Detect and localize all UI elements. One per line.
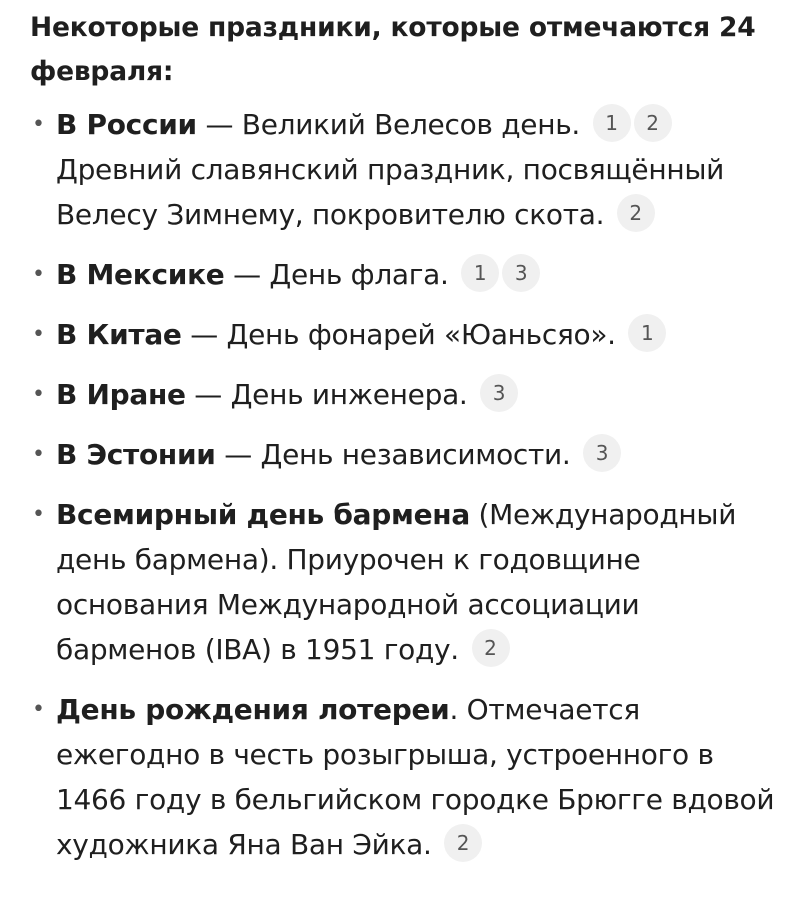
item-text: — Великий Велесов день. <box>196 108 589 141</box>
citation-badge[interactable]: 1 <box>593 104 631 142</box>
item-text: — День флага. <box>224 258 458 291</box>
item-title: В Китае <box>56 318 182 351</box>
answer-heading: Некоторые праздники, которые отмечаются 24 февраля: <box>30 12 756 87</box>
citation-badge[interactable]: 3 <box>480 374 518 412</box>
bullet-icon: • <box>32 262 45 287</box>
citation-badge[interactable]: 2 <box>472 629 510 667</box>
item-title: В Эстонии <box>56 438 216 471</box>
item-text: . Отмечается ежегодно в честь розыгрыша, устроенного в 1466 году в бельгийском городке Брюгге вдовой художника Яна Ван Эйка. <box>56 693 775 861</box>
citation-badge[interactable]: 2 <box>634 104 672 142</box>
bullet-icon: • <box>32 112 45 137</box>
item-title: День рождения лотереи <box>56 693 450 726</box>
bullet-icon: • <box>32 382 45 407</box>
list-item-bartender-day <box>30 492 776 672</box>
citation-badge[interactable]: 3 <box>583 434 621 472</box>
list-item-russia <box>30 102 776 237</box>
bullet-icon: • <box>32 697 45 722</box>
list-item-lottery-day <box>30 687 776 867</box>
citation-badge[interactable]: 2 <box>617 194 655 232</box>
citation-badge[interactable]: 1 <box>628 314 666 352</box>
bullet-icon: • <box>32 322 45 347</box>
holiday-list <box>30 102 776 867</box>
citation-badge[interactable]: 1 <box>461 254 499 292</box>
list-item-mexico <box>30 252 776 297</box>
citation-badge[interactable]: 3 <box>502 254 540 292</box>
item-text: (Международный день бармена). Приурочен к годовщине основания Международной ассоциации барменов (IBA) в 1951 году. <box>56 498 737 666</box>
list-item-china <box>30 312 776 357</box>
item-text: — День инженера. <box>185 378 477 411</box>
item-text-continued: Древний славянский праздник, посвящённый Велесу Зимнему, покровителю скота. <box>56 153 725 231</box>
item-title: Всемирный день бармена <box>56 498 470 531</box>
list-item-iran <box>30 372 776 417</box>
item-title: В Мексике <box>56 258 225 291</box>
item-text: — День независимости. <box>215 438 580 471</box>
citation-badge[interactable]: 2 <box>444 824 482 862</box>
bullet-icon: • <box>32 442 45 467</box>
item-title: В России <box>56 108 197 141</box>
item-text: — День фонарей «Юаньсяо». <box>181 318 625 351</box>
bullet-icon: • <box>32 502 45 527</box>
item-title: В Иране <box>56 378 186 411</box>
list-item-estonia <box>30 432 776 477</box>
